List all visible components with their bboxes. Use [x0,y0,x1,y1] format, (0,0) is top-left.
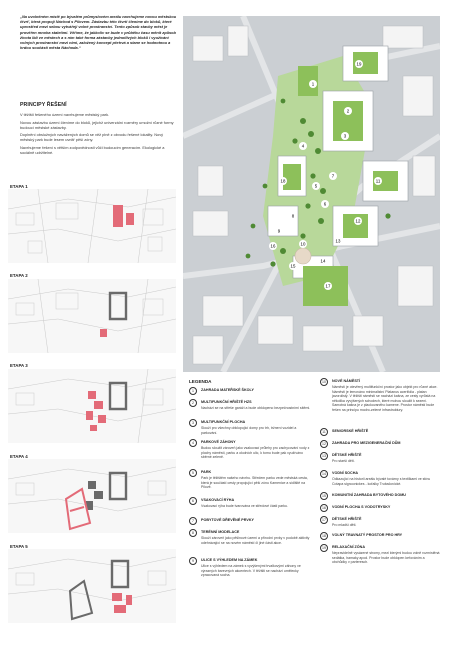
svg-text:6: 6 [323,201,327,207]
svg-text:2: 2 [346,108,350,114]
stage-5-highlights [112,593,132,613]
principle-2: Novou zástavbu území členíme do bloků, jejichž univerzální rozměry umožní různé formy budoucí městské zástavby. [20,119,174,130]
legend-description: Budou sloužit zároveň jako vsakovací průlehy pro zachycování vody z plochy náměstí, parku a okolních ulic, k tomu bude pak využíváno sběrné zeleně. [201,446,310,460]
legend-description: Nepravidelně vysázené stromy, mezi kterými budou volně rozmístěná sedátka, hamaky apod. Prostor bude obklopen keřováním a obchůdky v parteresch. [332,551,440,565]
stage-1-drawing [8,189,176,263]
legend-name: ZAHRADA PRO MEZIGENERAČNÍ DŮM [332,441,401,445]
legend-number: 5 [189,469,197,477]
stage-2-map [8,279,176,353]
stage-2-highlight [100,329,107,337]
svg-text:3: 3 [343,133,347,139]
legend-number: 11 [320,428,328,436]
stage-3-highlights [86,391,106,431]
legend-number: 8 [189,529,197,537]
principle-1: V těžišti řešeného území navrhujeme městský park. [20,112,110,117]
stage-3-label: ETAPA 3 [10,363,28,368]
legend-name: DĚTSKÉ HŘIŠTĚ [332,517,362,521]
legend-number: 1 [189,387,197,395]
legend-name: SENIORSKÉ HŘIŠTĚ [332,429,369,433]
legend-name: ZAHRADA MATEŘSKÉ ŠKOLY [201,388,254,392]
legend-number: 7 [189,517,197,525]
svg-text:13: 13 [335,238,341,244]
legend-number: 6 [189,497,197,505]
svg-text:8: 8 [291,213,295,219]
svg-text:5: 5 [314,183,318,189]
svg-text:19: 19 [356,61,362,67]
stage-4-label: ETAPA 4 [10,454,28,459]
master-plan-drawing [183,16,440,372]
legend-name: POBYTOVÉ DŘEVĚNÉ PRVKY [201,518,254,522]
legend-number: 9 [189,557,197,565]
legend-description: Odkazující na historii areálu bývalé továrny s textilkami ve stínu Cotapa signoonickes - kořalky Trubačovické. [332,477,431,486]
legend-name: VODNÍ SOCHA [332,471,359,475]
legend-name: DĚTSKÉ HŘIŠTĚ [332,453,362,457]
square-plaza [295,248,311,264]
stage-3-map [8,369,176,443]
svg-text:16: 16 [270,243,276,249]
principle-4: Navrhujeme řešení s větším zodpovědnosti vůči budoucím generacím. Ekologické a sociálně udržitelné. [20,144,165,155]
stage-1-highlight-b [126,213,134,225]
stage-5-drawing [8,549,176,623]
stage-3-drawing [8,369,176,443]
legend-description: Slouží zároveň jako pěšinové území a přírodní prvky v podobě aktivity odehrávající se na novém náměstí či jiné části akce. [201,536,310,545]
svg-text:17: 17 [325,283,331,289]
svg-text:1: 1 [311,81,315,87]
intro-quote: „Na uvolněném místě po bývalém průmyslovém areálu navrhujeme novou městskou čtvrť, která propojí Náchod s Pilovem. Zástavbu této čtvrti členíme do bloků, které uprostřed mezi sebou vytvářejí volné prostranství. Tento způsob stavby měst je prověřen mnoha staletími. Věříme, že jakkoliv se bude v průběhu času měnit způsob života lidí ve městech a s ním také forma zástavby jednotlivých bloků i využívání volných prostranství mezi nimi, založený koncept přetrvá a stane se hodnotnou a hrdou součástí města Náchoda.“ [20,14,177,51]
stage-1-map [8,189,176,263]
stage-1-label: ETAPA 1 [10,184,28,189]
legend-number: 16 [320,504,328,512]
stage-2-label: ETAPA 2 [10,273,28,278]
legend-name: NOVÉ NÁMĚSTÍ [332,379,361,383]
legend-name: KOMUNITNÍ ZAHRADA BYTOVÉHO DOMU [332,493,406,497]
legend-number: 4 [189,439,197,447]
legend-name: TERÉNNÍ MODELACE [201,530,240,534]
svg-text:18: 18 [280,178,286,184]
legend-description: Vsakovací rýha bude tvarována ve středové části parku. [201,504,288,508]
master-plan [183,16,440,372]
legend-description: Ulice s výhledem na zámek s vyvýšenými trvalkovými záhony ve výrazných barevných akcentech. V těžišti se nachází umělecky zpracovaná socha. [201,564,301,578]
legend-number: 15 [320,492,328,500]
svg-text:11: 11 [375,178,381,184]
stage-5-label: ETAPA 5 [10,544,28,549]
stage-2-built-block [110,293,126,319]
svg-text:9: 9 [277,228,281,234]
svg-text:15: 15 [290,263,296,269]
legend-name: PARK [201,470,212,474]
stage-1-highlight [113,205,123,227]
legend-description: Pro mladší děti. [332,523,357,527]
principles-text [20,112,178,157]
legend-name: VSAKOVACÍ RÝHA [201,498,235,502]
legend-description: Park je těžištěm našeho návrhu. Středem parku vede městská cesta, která je součástí cesty propojující pěší zónu Kamenice a sídliště na Pilově. [201,476,308,490]
legend-description: Pro starší děti. [332,459,355,463]
stage-5-map [8,549,176,623]
principle-3: Doplnění obslužných navážených domů se věž plně z obvodu řešené lokality. Nový městský park bude lesem uvnitř pěší zóny. [20,132,164,143]
legend-number: 17 [320,516,328,524]
legend-number: 3 [189,419,197,427]
stage-2-drawing [8,279,176,353]
legend-name: ULICE S VÝHLEDEM NA ZÁMEK [201,558,258,562]
legend-title: LEGENDA [189,379,212,384]
legend-name: PARKOVÉ ZÁHONY [201,440,236,444]
legend-description: Slouží pro všechny obklopující domy pro trh, tržnení vozidel a parkování. [201,426,297,435]
legend-description: Nachází se na střeše garáží a bude obklopeno bezpečnostními sítěmi. [201,406,311,410]
principles-title: PRINCIPY ŘEŠENÍ [20,102,67,108]
legend-name: VODNÍ PLOCHA S VODOTRYSKY [332,505,391,509]
svg-text:7: 7 [331,173,335,179]
legend-name: RELAXAČNÍ ZÓNA [332,545,365,549]
legend-number: 2 [189,399,197,407]
legend-number: 13 [320,452,328,460]
stage-4-highlights [66,489,90,529]
legend-number: 18 [320,532,328,540]
legend-number: 12 [320,440,328,448]
legend-name: MULTIFUNKČNÍ PLOCHA [201,420,246,424]
stage-4-drawing [8,459,176,533]
legend-name: MULTIFUNKČNÍ HŘIŠTĚ HZS [201,400,252,404]
svg-text:14: 14 [320,258,326,264]
svg-text:10: 10 [300,241,306,247]
legend-number: 19 [320,544,328,552]
stage-4-map [8,459,176,533]
svg-text:12: 12 [355,218,361,224]
legend-number: 10 [320,378,328,386]
legend-name: VOLNÝ TRAVNATÝ PROSTOR PRO HRY [332,533,403,537]
legend-number: 14 [320,470,328,478]
svg-text:4: 4 [301,143,305,149]
legend-description: Náměstí je otevřený multifunkční prostor jako objekt pro různé akce. Náměstí je lemováno minimalistní Platanus acerifolia - platan javorolistý. V těžišti náměstí se nachází kašna, ze cesty vyrůstá na několika vyvýšených schodech, které mohou sloužit k sezení. Samotná kašna je z plackovaného kamene. Prostor náměstí bude řešen na principu modro-zelené infrastruktury. [332,385,438,412]
